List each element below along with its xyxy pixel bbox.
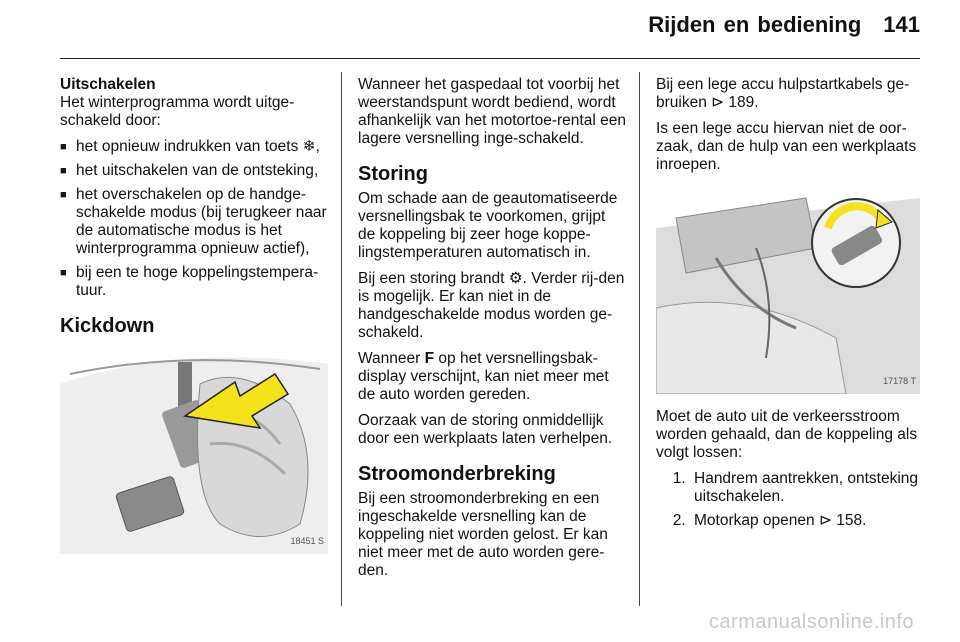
storing-heading: Storing [358, 163, 428, 185]
figure-id: 18451 S [290, 536, 324, 546]
column-2 [358, 76, 626, 588]
kickdown-illustration [60, 344, 328, 554]
list-item: ■ het uitschakelen van de ontsteking, [60, 162, 328, 180]
accu-text-1: Bij een lege accu hulpstartkabels ge-bruiken ⊳ 189. [656, 76, 910, 111]
uitschakelen-heading: Uitschakelen [60, 76, 156, 93]
page-header [648, 12, 920, 38]
figure-id: 17178 T [883, 376, 916, 386]
koppeling-text: Moet de auto uit de verkeersstroom worden gehaald, dan de koppeling als volgt lossen: [656, 408, 918, 461]
storing-text-4: Oorzaak van de storing onmiddellijk door een werkplaats laten verhelpen. [358, 412, 613, 447]
section-title: Rijden en bediening [648, 12, 862, 37]
text-span: Wanneer [358, 350, 425, 367]
intro-text: Het winterprogramma wordt uitge-schakeld door: [60, 94, 295, 129]
header-rule [60, 58, 920, 59]
list-item: 2. Motorkap openen ⊳ 158. [690, 512, 924, 530]
accu-text-2: Is een lege accu hiervan niet de oor-zaak, dan de hulp van een werkplaats inroepen. [656, 120, 917, 173]
kickdown-text: Wanneer het gaspedaal tot voorbij het weerstandspunt wordt bediend, wordt afhankelijk van het motortoe-rental een lagere versnelling inge-schakeld. [358, 76, 626, 147]
text-span: op het versnellingsbak-display verschijnt, kan niet meer met de auto worden gereden. [358, 350, 609, 403]
kickdown-heading: Kickdown [60, 315, 155, 337]
stroomonderbreking-heading: Stroomonderbreking [358, 463, 556, 485]
display-letter: F [424, 350, 435, 367]
list-item: 1. Handrem aantrekken, ontsteking uitschakelen. [690, 470, 924, 506]
engine-drawing [656, 188, 920, 394]
bullet-list [60, 138, 328, 300]
list-item: ■ bij een te hoge koppelingstempera-tuur. [60, 264, 328, 300]
page-number: 141 [883, 12, 920, 37]
pedal-drawing [60, 344, 328, 554]
stroomonderbreking-text: Bij een stroomonderbreking en een ingeschakelde versnelling kan de koppeling niet worden gelost. Er kan niet meer met de auto worden gere-den. [358, 490, 608, 579]
storing-text-2: Bij een storing brandt ⚙. Verder rij-den is mogelijk. Er kan niet in de handgeschakelde modus worden ge-schakeld. [358, 270, 625, 341]
watermark: carmanualsonline.info [708, 611, 914, 633]
engine-bay-illustration [656, 188, 920, 394]
list-item: ■ het opnieuw indrukken van toets ❄, [60, 138, 328, 156]
column-divider [341, 72, 342, 606]
list-item: ■ het overschakelen op de handge-schakelde modus (bij terugkeer naar de automatische modus is het winterprogramma opnieuw actief), [60, 186, 328, 258]
column-1 [60, 76, 328, 554]
storing-text-1: Om schade aan de geautomatiseerde versnellingsbak te voorkomen, grijpt de koppeling bij zeer hoge koppe-lingstemperaturen automatisch in. [358, 190, 618, 261]
storing-text-3 [358, 350, 626, 404]
column-divider [639, 72, 640, 606]
column-3 [656, 76, 924, 536]
steps-list [656, 470, 924, 530]
